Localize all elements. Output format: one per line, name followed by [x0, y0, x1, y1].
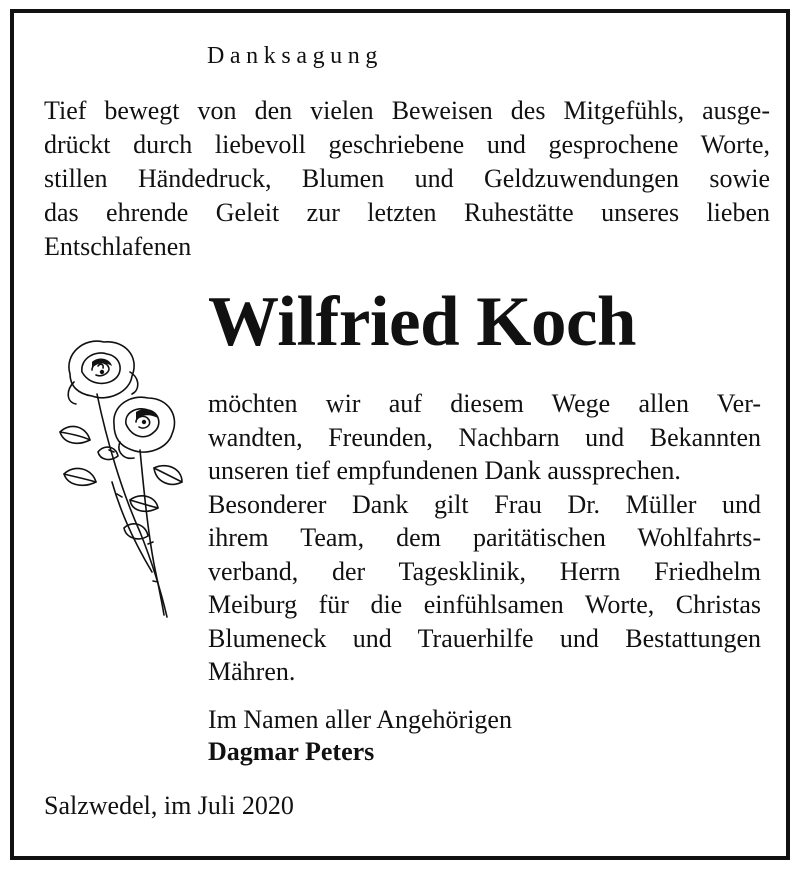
- deceased-name: Wilfried Koch: [208, 283, 637, 361]
- place-date: Salzwedel, im Juli 2020: [44, 791, 294, 820]
- intro-line: drückt durch liebevoll geschriebene und gesprochene Worte,: [44, 130, 770, 159]
- signature-block: [208, 704, 512, 768]
- intro-line: Entschlafenen: [44, 232, 192, 261]
- body-line: wandten, Freunden, Nachbarn und Bekannten: [208, 422, 761, 452]
- body-line: Meiburg für die einfühlsamen Worte, Christas: [208, 590, 761, 619]
- body-line: ihrem Team, dem paritätischen Wohlfahrts-: [208, 523, 761, 552]
- intro-paragraph: [44, 94, 770, 264]
- on-behalf-line: Im Namen aller Angehörigen: [208, 705, 512, 734]
- body-line: unseren tief empfundenen Dank aussprechen.: [208, 456, 681, 485]
- body-line: verband, der Tagesklinik, Herrn Friedhelm: [208, 556, 761, 586]
- body-paragraph: [208, 387, 761, 689]
- body-line: Besonderer Dank gilt Frau Dr. Müller und: [208, 489, 761, 519]
- roses-icon: [52, 332, 192, 624]
- intro-line: Tief bewegt von den vielen Beweisen des Mitgefühls, ausge-: [44, 96, 770, 125]
- intro-line: das ehrende Geleit zur letzten Ruhestätte unseres lieben: [44, 198, 770, 227]
- signer-name: Dagmar Peters: [208, 737, 375, 766]
- intro-line: stillen Händedruck, Blumen und Geldzuwendungen sowie: [44, 164, 770, 193]
- body-line: Blumeneck und Trauerhilfe und Bestattungen: [208, 623, 761, 653]
- body-line: Mähren.: [208, 657, 296, 686]
- notice-heading: Danksagung: [207, 43, 383, 69]
- body-line: möchten wir auf diesem Wege allen Ver-: [208, 389, 761, 418]
